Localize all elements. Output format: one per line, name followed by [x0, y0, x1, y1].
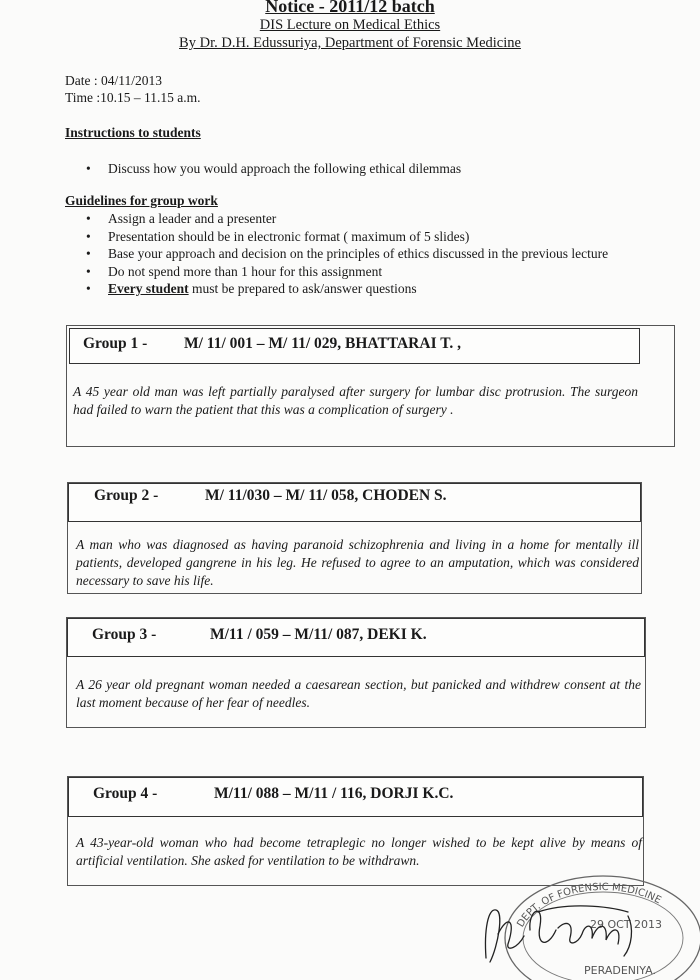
group-header	[67, 618, 645, 657]
group-label: Group 4 -	[93, 785, 158, 802]
stamp-bottom-text: PERADENIYA.	[584, 964, 656, 977]
group-header	[69, 328, 640, 364]
group-3-box	[66, 617, 646, 728]
instructions-heading: Instructions to students	[65, 125, 201, 140]
list-item-text: must be prepared to ask/answer questions	[188, 281, 417, 296]
group-header	[68, 777, 643, 817]
list-item: • Base your approach and decision on the principles of ethics discussed in the previous lecture	[84, 245, 608, 263]
signature	[485, 906, 631, 962]
group-range: M/11/ 088 – M/11 / 116, DORJI K.C.	[214, 785, 454, 802]
group-label: Group 2 -	[94, 487, 159, 504]
guidelines-heading: Guidelines for group work	[65, 193, 218, 208]
group-1-box	[66, 325, 675, 447]
group-range: M/11 / 059 – M/11/ 087, DEKI K.	[210, 626, 427, 643]
group-scenario: A 26 year old pregnant woman needed a caesarean section, but panicked and withdrew consent at the last moment because of her fear of needles.	[76, 677, 641, 710]
lecture-time: Time :10.15 – 11.15 a.m.	[65, 90, 201, 105]
list-item: • Presentation should be in electronic format ( maximum of 5 slides)	[84, 228, 608, 246]
stamp-date: 29 OCT 2013	[590, 918, 663, 931]
list-item: • Do not spend more than 1 hour for this assignment	[84, 263, 608, 281]
group-range: M/ 11/030 – M/ 11/ 058, CHODEN S.	[205, 487, 447, 504]
list-item: • Discuss how you would approach the following ethical dilemmas	[84, 160, 461, 178]
instructions-list	[84, 160, 461, 178]
lecture-date: Date : 04/11/2013	[65, 73, 162, 88]
emphasis-text: Every student	[108, 281, 189, 296]
lecturer-line: By Dr. D.H. Edussuriya, Department of Forensic Medicine	[179, 35, 521, 51]
list-item	[84, 280, 608, 298]
group-2-box	[67, 482, 642, 594]
guidelines-list	[84, 210, 608, 298]
lecture-subtitle: DIS Lecture on Medical Ethics	[259, 17, 441, 33]
group-scenario: A 45 year old man was left partially paralysed after surgery for lumbar disc protrusion. The surgeon had failed to warn the patient that this was a complication of surgery .	[73, 384, 638, 417]
list-item: • Assign a leader and a presenter	[84, 210, 608, 228]
stamp-top-text: DEPT. OF FORENSIC MEDICINE	[515, 881, 663, 930]
group-header	[68, 483, 641, 522]
group-label: Group 3 -	[92, 626, 157, 643]
department-stamp	[478, 850, 700, 980]
group-range: M/ 11/ 001 – M/ 11/ 029, BHATTARAI T. ,	[184, 335, 462, 352]
group-scenario: A 43-year-old woman who had become tetraplegic no longer wished to be kept alive by means of artificial ventilation. She asked for ventilation to be withdrawn.	[76, 835, 642, 868]
notice-title: Notice - 2011/12 batch	[265, 0, 435, 16]
group-scenario: A man who was diagnosed as having paranoid schizophrenia and living in a home for mentally ill patients, developed gangrene in his leg. He refused to agree to an amputation, which was considered necessary to save his life.	[76, 537, 639, 588]
group-label: Group 1 -	[83, 335, 148, 352]
